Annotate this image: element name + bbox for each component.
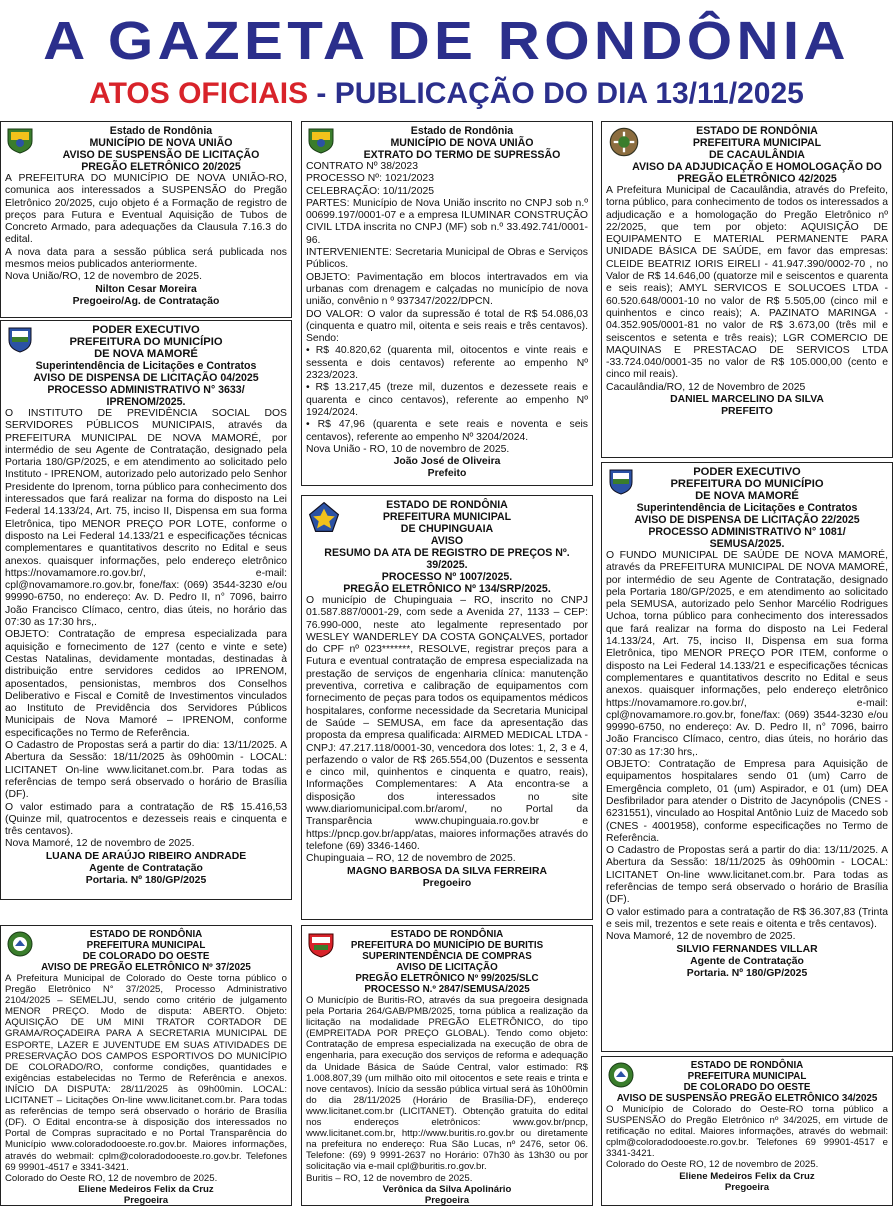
header-line: Estado de Rondônia: [109, 125, 213, 137]
notice-header: [306, 929, 588, 995]
contract-line: CONTRATO Nº 38/2023: [306, 161, 418, 172]
header-line: PREFEITURA MUNICIPAL: [86, 940, 206, 951]
header-line: MUNICÍPIO DE NOVA UNIÃO: [390, 137, 534, 149]
notice-paragraph: A nova data para a sessão pública será publicada nos mesmos meios publicados anteriormente.: [5, 246, 287, 271]
notice-paragraph: O valor estimado para a contratação de R$ 15.416,53 (Quinze mil, quatrocentos e dezesseis reais e cinquenta e três centavos).: [5, 801, 287, 838]
header-line: ESTADO DE RONDÔNIA: [690, 1060, 804, 1071]
notice-paragraph: Nova União - RO, 10 de novembro de 2025.: [306, 443, 510, 455]
signature-role: Prefeito: [427, 468, 467, 480]
notice-paragraph: O valor estimado para a contratação de R$ 36.307,83 (Trinta e seis mil, trezentos e sete reais e oitenta e três centavos).: [606, 906, 888, 930]
header-line: RESUMO DA ATA DE REGISTRO DE PREÇOS Nº. 39/2025.: [324, 547, 570, 571]
signature-role: Pregoeira: [123, 1194, 169, 1206]
masthead: [0, 0, 893, 115]
signature-name: MAGNO BARBOSA DA SILVA FERREIRA: [347, 865, 547, 877]
header-line: PREFEITURA DO MUNICÍPIO: [670, 478, 824, 490]
header-line: MUNICÍPIO DE NOVA UNIÃO: [89, 137, 233, 149]
signature-name: DANIEL MARCELINO DA SILVA: [670, 394, 824, 406]
notice-buritis-pregao-99: [301, 925, 593, 1206]
signature-name: Eliene Medeiros Felix da Cruz: [679, 1170, 815, 1182]
header-line: AVISO DA ADJUDICAÇÃO E HOMOLOGAÇÃO DO PREGÃO ELETRÔNICO 42/2025: [632, 161, 882, 185]
header-line: PREFEITURA DO MUNICÍPIO: [69, 336, 223, 348]
header-line: PREFEITURA DO MUNICÍPIO DE BURITIS: [350, 940, 544, 951]
notice-chupinguaia-ata: [301, 495, 593, 920]
header-line: PROCESSO ADMINISTRATIVO N° 3633/: [47, 384, 245, 396]
header-line: AVISO DE PREGÃO ELETRÔNICO Nº 37/2025: [41, 962, 251, 973]
notice-header: [606, 125, 888, 185]
signature-role: PREFEITO: [721, 406, 773, 418]
notice-header: [306, 499, 588, 595]
notice-paragraph: A Prefeitura Municipal de Cacaulândia, através do Prefeito, torna público, para conhecimento de todos os interessados a adjudicação e a homologação do Pregão Eletrônico nº 22/2025, que tem por objeto: AQUISIÇÃO DE EQUIPAMENTO E MATERIAL PERMANENTE PARA UNIDADE BÁSICA DE SAÚDE, em favor das empresas: CLEIDE BEATRIZ IORIS EIRELI - 41.947.390/0002-70 , no Valor de R$ 14.646,00 (quatorze mil e seiscentos e quarenta e seis reais); AMYL SERVICOS E SOLUCOES LTDA - 60.520.648/0001-10 no valor de R$ 5.505,00 (cinco mil e quinhentos e cinco reais); A. PAZINATO MARINGA - 04.352.905/0001-81 no valor de R$ 3.673,00 (três mil e seiscentos e setenta e três reais); LGR COMERCIO DE MAQUINAS E PRESTACAO DE SERVICOS LTDA -33.724.040/0001-35 no valor de R$ 105.000,00 (cento e cinco mil reais).: [606, 185, 888, 381]
notice-paragraph: • R$ 40.820,62 (quarenta mil, oitocentos e vinte reais e sessenta e dois centavos) referente ao empenho Nº 2323/2023.: [306, 345, 588, 382]
header-line: PREGÃO ELETRÔNICO 20/2025: [81, 161, 241, 173]
notice-paragraph: Buritis – RO, 12 de novembro de 2025.: [306, 1172, 473, 1184]
header-line: AVISO DE LICITAÇÃO: [396, 962, 498, 973]
notice-header: [5, 324, 287, 408]
header-line: DE NOVA MAMORÉ: [695, 490, 799, 502]
header-line: PREFEITURA MUNICIPAL: [687, 1071, 807, 1082]
signature-role: Pregoeira: [724, 1181, 770, 1193]
header-line: Estado de Rondônia: [410, 125, 514, 137]
celebration-line: CELEBRAÇÃO: 10/11/2025: [306, 185, 435, 197]
notice-paragraph: A Prefeitura Municipal de Colorado do Oeste torna público o Pregão Eletrônico N° 37/2025, Processo Administrativo 2104/2025 – SEMELJU, sendo como critério de julgamento MENOR PREÇO. Modo de disputa: ABERTO. Objeto: AQUISIÇÃO DE UM MINI TRATOR CORTADOR DE GRAMA/ROÇADEIRA PARA A SECRETARIA MUNICIPAL DE ESPORTE, LAZER E JUVENTUDE EM SUAS ATIVIDADES DE PRESERVAÇÃO DOS CAMPOS ESPORTIVOS DO MUNICÍPIO DE COLORADO/RO, conforme condições, quantidades e exigências estabelecidas no Termo de Referência e anexos. INÍCIO DA DISPUTA: 28/11/2025 às 09h00min. LOCAL: LICITANET – Licitações On-line www.licitanet.com.br. Para todas as referências de tempo será observado o horário de Brasília (DF). O Edital encontra-se à disposição dos interessados no Portal de Compras supracitado e no Portal Transparência do Município www.coloradodooeste.ro.gov.br. Maiores informações, através do webmail: cplm@coloradodooeste.ro.gov.br. Telefones 69 99901-4517 e 3341-3421.: [5, 973, 287, 1173]
notice-paragraph: OBJETO: Pavimentação em blocos intertravados em via urbanas com drenagem e calçadas no município de nova união, convênio n º 937347/2022/DPCN.: [306, 271, 588, 308]
signature-name: Eliene Medeiros Felix da Cruz: [78, 1183, 214, 1195]
header-line: SEMUSA/2025.: [709, 538, 785, 550]
process-line: PROCESSO Nº: 1021/2023: [306, 173, 434, 185]
notice-header: [606, 466, 888, 550]
signature-name: Verônica da Silva Apolinário: [382, 1183, 512, 1195]
header-line: PREFEITURA MUNICIPAL: [382, 511, 512, 523]
header-line: DE NOVA MAMORÉ: [94, 348, 198, 360]
header-line: ESTADO DE RONDÔNIA: [696, 125, 818, 137]
notice-header: [306, 125, 588, 161]
notice-paragraph: • R$ 47,96 (quarenta e sete reais e noventa e seis centavos), referente ao empenho Nº 3204/2024.: [306, 419, 588, 443]
notice-paragraph: O Município de Colorado do Oeste-RO torna público a SUSPENSÃO do Pregão Eletrônico nº 34/2025, em virtude de retificação no edital. Maiores informações, através do webmail: cplm@coloradodooeste.ro.gov.br. Telefones 69 99901-4517 e 3341-3421.: [606, 1104, 888, 1160]
notice-paragraph: O Município de Buritis-RO, através da sua pregoeira designada pela Portaria 264/GAB/PMB/2025, torna pública a realização da licitação na modalidade PREGÃO ELETRÔNICO, do tipo (EMPREITADA POR PREÇO GLOBAL). Tendo como objeto: Contratação de empresa especializada na execução de obra de engenharia, para execução dos serviços de reforma e adequação da Unidade Básica de Saúde Central, valor estimado: R$ 1.008.807,39 (um milhão oito mil oitocentos e sete reais e trinta e nove centavos). Início da sessão pública virtual será às 10h00min do dia 28/11/2025 (Horário de Brasília-DF), endereço www.licitanet.com.br (LICITANET). Obtenção gratuita do edital nos endereços eletrônicos: www.gov.br/pncp, www.licitanet.com.br, http://www.buritis.ro.gov.br ou diretamente na prefeitura no endereço: Rua São Lucas, nº 2476, setor 06. Telefone: (69) 9 9991-2637 no Horário: 07h30 às 13h30 ou por solicitação via e-mail cpl@buritis.ro.gov.br.: [306, 995, 588, 1173]
nova-mamore-crest-icon: [5, 325, 35, 353]
header-line: EXTRATO DO TERMO DE SUPRESSÃO: [363, 149, 561, 161]
notice-paragraph: Cacaulândia/RO, 12 de Novembro de 2025: [606, 381, 806, 393]
notice-paragraph: O INSTITUTO DE PREVIDÊNCIA SOCIAL DOS SERVIDORES PÚBLICOS MUNICIPAIS, através da PREFEITURA MUNICIPAL DE NOVA MAMORÉ, por intermédio de seu Agente de Contratação, designado pela Portaria 180/GP/2025, e em atendimento ao solicitado pelo Instituto - IPRENOM, autorizado pelo autorizado pelo Senhor Presidente do Iprenom, torna público para conhecimento dos interessados que fará realizar na forma do disposto na Lei Federal 14.133/24, Art. 75, inciso II, Dispensa em sua forma Eletrônica, tipo MENOR PREÇO POR LOTE, conforme o disposto na Lei Federal 14.133/21 e especificações técnicas complementares e quantitativos descrito no Edital e seus anexos. quaisquer informações, pelo endereço eletrônico https://novamamore.ro.gov.br/, e-mail: cpl@novamamore.ro.gov.br, fone/fax: (069) 3544-3230 e/ou 99990-6750, no endereço: Av. D. Pedro II, n° 7096, bairro João Francisco Clímaco, centro, dias úteis, no horário das 07:30 as 17:30 hrs,.: [5, 408, 287, 629]
header-line: PREGÃO ELETRÔNICO Nº 134/SRP/2025.: [343, 583, 551, 595]
header-line: ESTADO DE RONDÔNIA: [89, 929, 203, 940]
header-line: PREGÃO ELETRÔNICO Nº 99/2025/SLC: [355, 973, 539, 984]
notice-paragraph: PARTES: Município de Nova União inscrito no CNPJ sob n.º 00699.197/0001-07 e a empresa ILUMINAR CONSTRUÇÃO CIVIL LTDA inscrita no CNPJ (MF) sob n.º 33.492.741/0001-96.: [306, 197, 588, 246]
header-line: PODER EXECUTIVO: [92, 324, 200, 336]
newspaper-title: A GAZETA DE RONDÔNIA: [43, 11, 850, 71]
header-line: DE CACAULÂNDIA: [709, 149, 805, 161]
notice-paragraph: Chupinguaia – RO, 12 de novembro de 2025.: [306, 853, 516, 865]
header-line: IPRENOM/2025.: [106, 396, 186, 408]
signature-name: SILVIO FERNANDES VILLAR: [676, 943, 818, 955]
header-line: AVISO DE DISPENSA DE LICITAÇÃO 22/2025: [634, 514, 860, 526]
header-line: AVISO DE SUSPENSÃO PREGÃO ELETRÔNICO 34/2025: [616, 1093, 878, 1104]
header-line: ESTADO DE RONDÔNIA: [386, 499, 508, 511]
notice-header: [5, 125, 287, 173]
notice-paragraph: DO VALOR: O valor da supressão é total de R$ 54.086,03 (cinquenta e quatro mil, oitenta e seis reais e três centavos). Sendo:: [306, 308, 588, 345]
signature-name: João José de Oliveira: [393, 456, 501, 468]
header-line: PREFEITURA MUNICIPAL: [692, 137, 822, 149]
header-line: AVISO DE SUSPENSÃO DE LICITAÇÃO: [62, 149, 260, 161]
notice-paragraph: OBJETO: Contratação de Empresa para Aquisição de equipamentos hospitalares sendo 01 (um) Carro de Emergência completo, 01 (um) Aspirador, e 01 (um) DEA Desfibrilador para atender o Distrito de Jacynópolis (CNES - 6231551), vinculado ao Hospital Antônio Luiz de Macedo sob (CNES - 4001958), conforme especificações no Termo de Referência.: [606, 759, 888, 844]
buritis-crest-icon: [306, 930, 336, 958]
notice-paragraph: A PREFEITURA DO MUNICÍPIO DE NOVA UNIÃO-RO, comunica aos interessados a SUSPENSÃO do Pregão Eletrônico 20/2025, cujo objeto é a Formação de registro de preços para Futura e Eventual Aquisição de Tubos de Concreto Armado, para adequações da Clausula 7.16.3 do edital.: [5, 173, 287, 246]
header-line: Superintendência de Licitações e Contratos: [636, 502, 858, 514]
notice-nova-mamore-dispensa-04: [0, 320, 292, 900]
signature-role: Pregoeiro/Ag. de Contratação: [72, 295, 220, 307]
notice-paragraph: Nova Mamoré, 12 de novembro de 2025.: [606, 931, 796, 943]
signature-role: Pregoeiro: [422, 877, 472, 889]
notice-paragraph: OBJETO: Contratação de empresa especializada para aquisição e fornecimento de 127 (cento e vinte e sete) Cestas Natalinas, devidamente montadas, destinadas à distribuição entre servidores cedidos ao IPRENOM, aposentados, pensionistas, membros dos Conselhos Deliberativo e Fiscal e Comitê de Investimentos vinculados ao Instituto de Previdência dos Servidores Públicos Municipais de Nova Mamoré – IPRENOM, conforme especificações no Termo de Referência.: [5, 629, 287, 739]
notice-paragraph: INTERVENIENTE: Secretaria Municipal de Obras e Serviços Públicos.: [306, 247, 588, 271]
signature-portaria: Portaria. Nº 180/GP/2025: [85, 875, 207, 887]
notice-paragraph: O Cadastro de Propostas será a partir do dia: 13/11/2025. A Abertura da Sessão: 18/11/2025 às 09h00min - LOCAL: LICITANET On-line www.licitanet.com.br. Para todas as referências de tempo será observado o horário de Brasília (DF).: [606, 845, 888, 906]
colorado-crest-icon: [606, 1061, 636, 1089]
notice-header: [5, 929, 287, 973]
masthead-date: PUBLICAÇÃO DO DIA 13/11/2025: [334, 77, 804, 110]
signature-role: Pregoeira: [424, 1194, 470, 1206]
header-line: AVISO DE DISPENSA DE LICITAÇÃO 04/2025: [33, 372, 259, 384]
signature-portaria: Portaria. Nº 180/GP/2025: [686, 968, 808, 980]
header-line: Superintendência de Licitações e Contratos: [35, 360, 257, 372]
notice-paragraph: Nova Mamoré, 12 de novembro de 2025.: [5, 838, 195, 850]
chupinguaia-crest-icon: [306, 500, 342, 534]
header-line: PROCESSO Nº 1007/2025.: [381, 571, 513, 583]
header-line: SUPERINTENDÊNCIA DE COMPRAS: [362, 951, 532, 962]
notice-paragraph: O FUNDO MUNICIPAL DE SAÚDE DE NOVA MAMORÉ, através da PREFEITURA MUNICIPAL DE NOVA MAMORÉ, por intermédio de seu Agente de Contratação, designado pela Portaria 180/GP/2025, e em atendimento ao solicitado pela SEMUSA, autorizado pelo Senhor Marcélio Rodrigues Uchoa, torna público para conhecimento dos interessados que fará realizar na forma do disposto na Lei Federal 14.133/24, Art. 75, inciso II, Dispensa em sua forma Eletrônica, tipo MENOR PREÇO POR ITEM, conforme o disposto na Lei Federal 14.133/21 e especificações técnicas complementares e quantitativos descrito no Edital e seus anexos. quaisquer informações, pelo endereço eletrônico https://novamamore.ro.gov.br/, e-mail: cpl@novamamore.ro.gov.br, fone/fax: (069) 3544-3230 e/ou 99990-6750, no endereço: Av. D. Pedro II, n° 7096, bairro João Francisco Clímaco, centro, dias úteis, no horário das 07:30 as 17:30 hrs,.: [606, 550, 888, 758]
nova-uniao-crest-icon: [306, 126, 336, 154]
notice-nova-mamore-dispensa-22: [601, 462, 893, 1052]
notice-paragraph: O município de Chupinguaia – RO, inscrito no CNPJ 01.587.887/0001-29, com sede a Avenida 27, 1133 – CEP: 76.990-000, neste ato legalmente representado por WESLEY WANDERLEY DA COSTA GONÇALVES, portador do CPF nº 023*******, RESOLVE, registrar preços para a Futura e eventual contratação de empresa especializada na prestação de serviços de engenharia clínica: manutenção preventiva, corretiva e calibração de equipamentos com fornecimento de peças para todos os equipamentos médicos hospitalares, conforme necessidade da Secretaria Municipal de Saúde – SEMUSA, em face da apresentação das proposta da empresa qualificada: AIRMED MEDICAL LTDA -CNPJ: 47.217.118/0001-30, vencedora dos lotes: 1, 2, 3 e 4, perfazendo o valor de R$ 265.554,00 (Duzentos e sessenta e cinco mil, quinhentos e cinquenta e quatro, reais), Informações Complementares: A Ata encontra-se a disposição dos interessados no site www.diariomunicipal.com.br/arom/, no Portal da Transparência www.chupinguaia.ro.gov.br e https://pncp.gov.br/app/atas, maiores informações através do telefone (69) 3346-1460.: [306, 595, 588, 852]
masthead-section: ATOS OFICIAIS: [89, 77, 309, 110]
notice-paragraph: O Cadastro de Propostas será a partir do dia: 13/11/2025. A Abertura da Sessão: 18/11/2025 às 09h00min - LOCAL: LICITANET On-line www.licitanet.com.br. Para todas as referências de tempo será observado o horário de Brasília (DF).: [5, 740, 287, 801]
notice-header: [606, 1060, 888, 1104]
nova-mamore-crest-icon: [606, 467, 636, 495]
signature-name: LUANA DE ARAÚJO RIBEIRO ANDRADE: [45, 850, 247, 862]
header-line: PODER EXECUTIVO: [693, 466, 801, 478]
notice-paragraph: Nova União/RO, 12 de novembro de 2025.: [5, 271, 202, 283]
header-line: DE COLORADO DO OESTE: [82, 951, 210, 962]
header-line: AVISO: [430, 535, 464, 547]
masthead-dash: -: [316, 77, 327, 110]
notice-nova-uniao-suspensao: [0, 121, 292, 318]
notice-nova-uniao-supressao: [301, 121, 593, 486]
colorado-crest-icon: [5, 930, 35, 958]
notice-colorado-pregao-37: [0, 925, 292, 1206]
notice-cacaulandia-homologacao: [601, 121, 893, 458]
header-line: PROCESSO ADMINISTRATIVO N° 1081/: [648, 526, 846, 538]
cacaulandia-crest-icon: [606, 126, 642, 158]
notice-paragraph: Colorado do Oeste RO, 12 de novembro de 2025.: [5, 1172, 218, 1184]
masthead-subtitle: [0, 76, 893, 112]
header-line: DE CHUPINGUAIA: [400, 523, 494, 535]
notice-paragraph: • R$ 13.217,45 (treze mil, duzentos e dezessete reais e quarenta e cinco centavos), referente ao empenho Nº 1924/2024.: [306, 382, 588, 418]
header-line: ESTADO DE RONDÔNIA: [390, 929, 504, 940]
notice-paragraph: Colorado do Oeste RO, 12 de novembro de 2025.: [606, 1159, 819, 1171]
notice-colorado-suspensao-34: [601, 1056, 893, 1206]
header-line: DE COLORADO DO OESTE: [683, 1082, 811, 1093]
nova-uniao-crest-icon: [5, 126, 35, 154]
header-line: PROCESSO N.º 2847/SEMUSA/2025: [364, 984, 530, 995]
signature-name: Nilton Cesar Moreira: [95, 283, 197, 295]
signature-role: Agente de Contratação: [690, 955, 804, 967]
signature-role: Agente de Contratação: [89, 862, 203, 874]
